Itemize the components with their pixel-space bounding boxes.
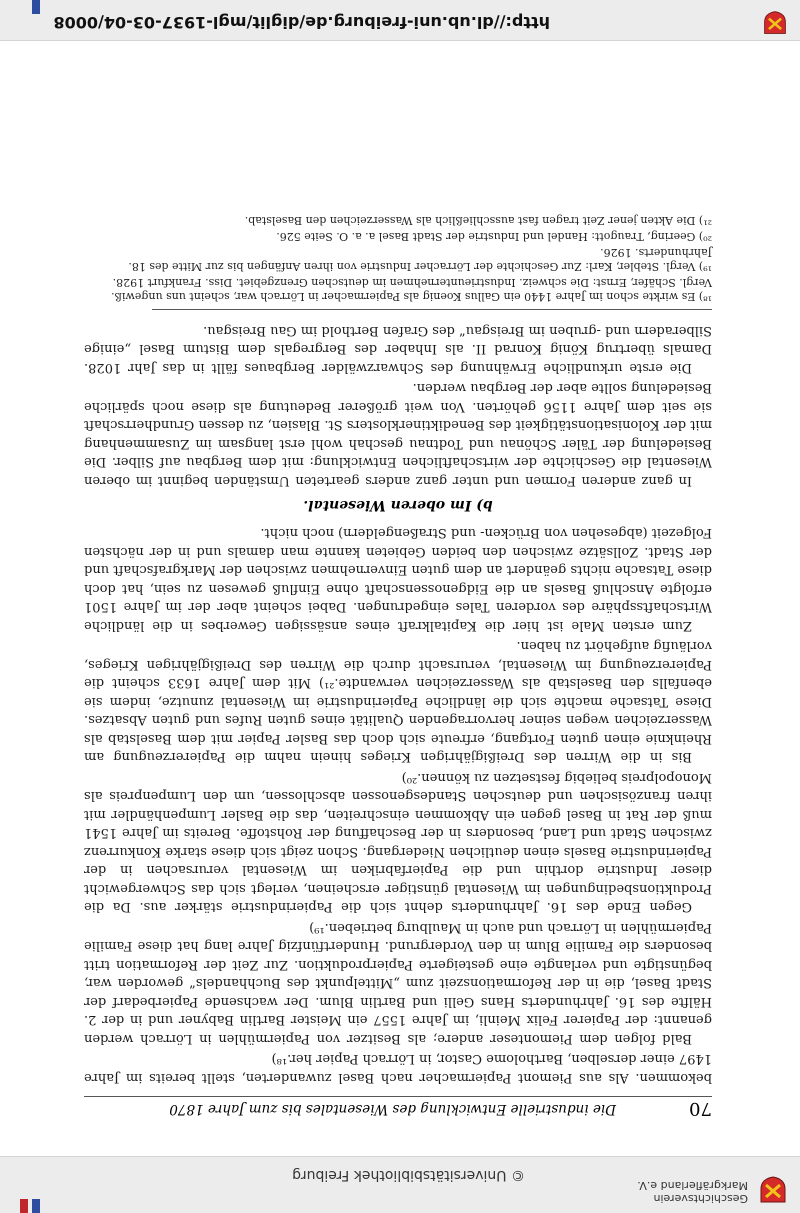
- library-copyright[interactable]: © Universitätsbibliothek Freiburg: [292, 1167, 525, 1183]
- paragraph: Bis in die Wirren des Dreißigjährigen Krieges hinein nahm die Papiererzeugung am Rheinknie einen guten Fortgang, erfreute sich doch das Basler Papier mit dem Baselstab als Wasserzeichen wegen seiner hervorragenden Qualität eines guten Rufes und guten Absatzes. Diese Tatsache machte sich die ländliche Papierindustrie im Wiesental zunutze, indem sie ebenfalls den Baselstab als Wasserzeichen verwandte.²¹) Mit dem Jahre 1633 scheint die Papiererzeugung im Wiesental, verursacht durch die Wirren des Dreißigjährigen Krieges, vorläufig aufgehört zu haben.: [84, 638, 712, 765]
- society-logo-icon: [762, 10, 788, 36]
- footnote: ¹⁹) Vergl. Stebler, Karl: Zur Geschichte der Lörracher Industrie von ihren Anfängen bis zur Mitte des 18. Jahrhunderts. 1926.: [128, 246, 712, 274]
- footnote: ¹⁸) Es wirkte schon im Jahre 1440 ein Gallus Koenig als Papiermacher in Lörrach war, scheint uns ungewiß. Vergl. Schäfer, Ernst: Die schweiz. Industrieunternehmen im deutschen Grenzgebiet. Diss. Frankfurt 1928.: [111, 276, 712, 304]
- permalink-link[interactable]: http://dl.ub.uni-freiburg.de/diglit/mgl-1937-03-04/0008: [53, 13, 550, 32]
- brand-stripe-icon: [32, 1199, 40, 1213]
- brand-stripe-red-icon: [20, 1199, 28, 1213]
- page-sheet: [84, 212, 712, 1122]
- paragraph: Die erste urkundliche Erwähnung des Schwarzwälder Bergbaues fällt in das Jahr 1028. Damals übertrug König Konrad II. als Inhaber des Bergregals dem Bistum Basel „einige Silberadern und -gruben im Breisgau“ des Grafen Berthold im Gau Breisgau.: [84, 323, 712, 375]
- footnote: ²¹) Die Akten jener Zeit tragen fast ausschließlich als Wasserzeichen den Baselstab.: [244, 214, 712, 228]
- paragraph: bekommen. Als aus Piemont Papiermacher nach Basel zuwanderten, stellt bereits im Jahre 1497 einer derselben, Bartholome Castor, in Lörrach Papier her.¹⁸): [84, 1051, 712, 1085]
- society-logo-icon: [758, 1175, 788, 1205]
- footnote: ²⁰) Geering, Traugott: Handel und Industrie der Stadt Basel a. a. O. Seite 526.: [276, 230, 712, 244]
- brand-stripe-icon: [32, 0, 40, 14]
- running-title: Die industrielle Entwicklung des Wiesentales bis zum Jahre 1870: [169, 1101, 616, 1117]
- paragraph: In ganz anderen Formen und unter ganz anders gearteten Umständen beginnt im oberen Wiesental die Geschichte der wirtschaftlichen Entwicklung: mit dem Bergbau auf Silber. Die Besiedelung der Täler Schönau und Todtnau geschah wohl erst langsam im Zusammenhang mit der Kolonisationstätigkeit des Benediktinerklosters St. Blasien, zu dessen Grundherrschaft sie seit dem Jahre 1156 gehörten. Von weit größerer Bedeutung als diese noch spärliche Besiedelung sollte aber der Bergbau werden.: [84, 380, 712, 488]
- society-name-line-2: Markgräflerland e.V.: [637, 1179, 748, 1192]
- paragraph: Bald folgen dem Piemonteser andere; als Besitzer von Papiermühlen in Lörrach werden genannt: der Papierer Felix Meinli, im Jahre 1557 ein Meister Bartlin Babyner und in der 2. Hälfte des 16. Jahrhunderts Hans Gelli und Bartlin Blum. Der wachsende Papierbedarf der Stadt Basel, die in der Reformationszeit zum „Mittelpunkt des Buchhandels“ geworden war, begünstigte und verlangte eine gesteigerte Papierproduktion. Zur Zeit der Reformation tritt besonders die Familie Blum in den Vordergrund. Hundertfünfzig Jahre lang hat diese Familie Papiermühlen in Lörrach und auch in Maulburg betrieben.¹⁹): [84, 920, 712, 1046]
- paragraph: Zum ersten Male ist hier die Kapitalkraft eines ansässigen Gewerbes in die ländliche Wirtschaftssphäre des vorderen Tales eingedrungen. Dabei scheint aber der im Jahre 1501 erfolgte Anschluß Basels an die Eidgenossenschaft ohne Einfluß gewesen zu sein, hat doch diese Tatsache nichts geändert an dem guten Einvernehmen zwischen der Markgrafschaft und der Stadt. Zollsätze zwischen den beiden Gebieten kannte man damals und in der nächsten Folgezeit (abgesehen von Brücken- und Straßengeldern) noch nicht.: [84, 525, 712, 633]
- section-heading: b) Im oberen Wiesental.: [303, 497, 493, 513]
- page-number: 70: [689, 1098, 712, 1119]
- footer-bar: [0, 0, 800, 41]
- footnote-divider: [152, 310, 712, 311]
- paragraph: Gegen Ende des 16. Jahrhunderts dehnt sich die Papierindustrie stärker aus. Da die Produktionsbedingungen im Wiesental günstiger erscheinen, verlegt sich das Schwergewicht dieser Industrie dorthin und die Papierfabriken im Wiesental verursachen in der Papierindustrie Basels einen deutlichen Niedergang. Schon zeigt sich diese starke Konkurrenz zwischen Stadt und Land, besonders in der Beschaffung der Rohstoffe. Bereits im Jahre 1541 muß der Rat in Basel gegen ein Abkommen einschreiten, das die Basler Lumpenhändler mit ihren französischen und deutschen Standesgenossen abschlossen, um den Lumpenpreis als Monopolpreis beliebig festsetzen zu können.²⁰): [84, 770, 712, 915]
- society-name-line-1: Geschichtsverein: [653, 1192, 748, 1205]
- society-name[interactable]: [637, 1179, 748, 1205]
- header-bar: [0, 1156, 800, 1213]
- running-head: [84, 1096, 712, 1121]
